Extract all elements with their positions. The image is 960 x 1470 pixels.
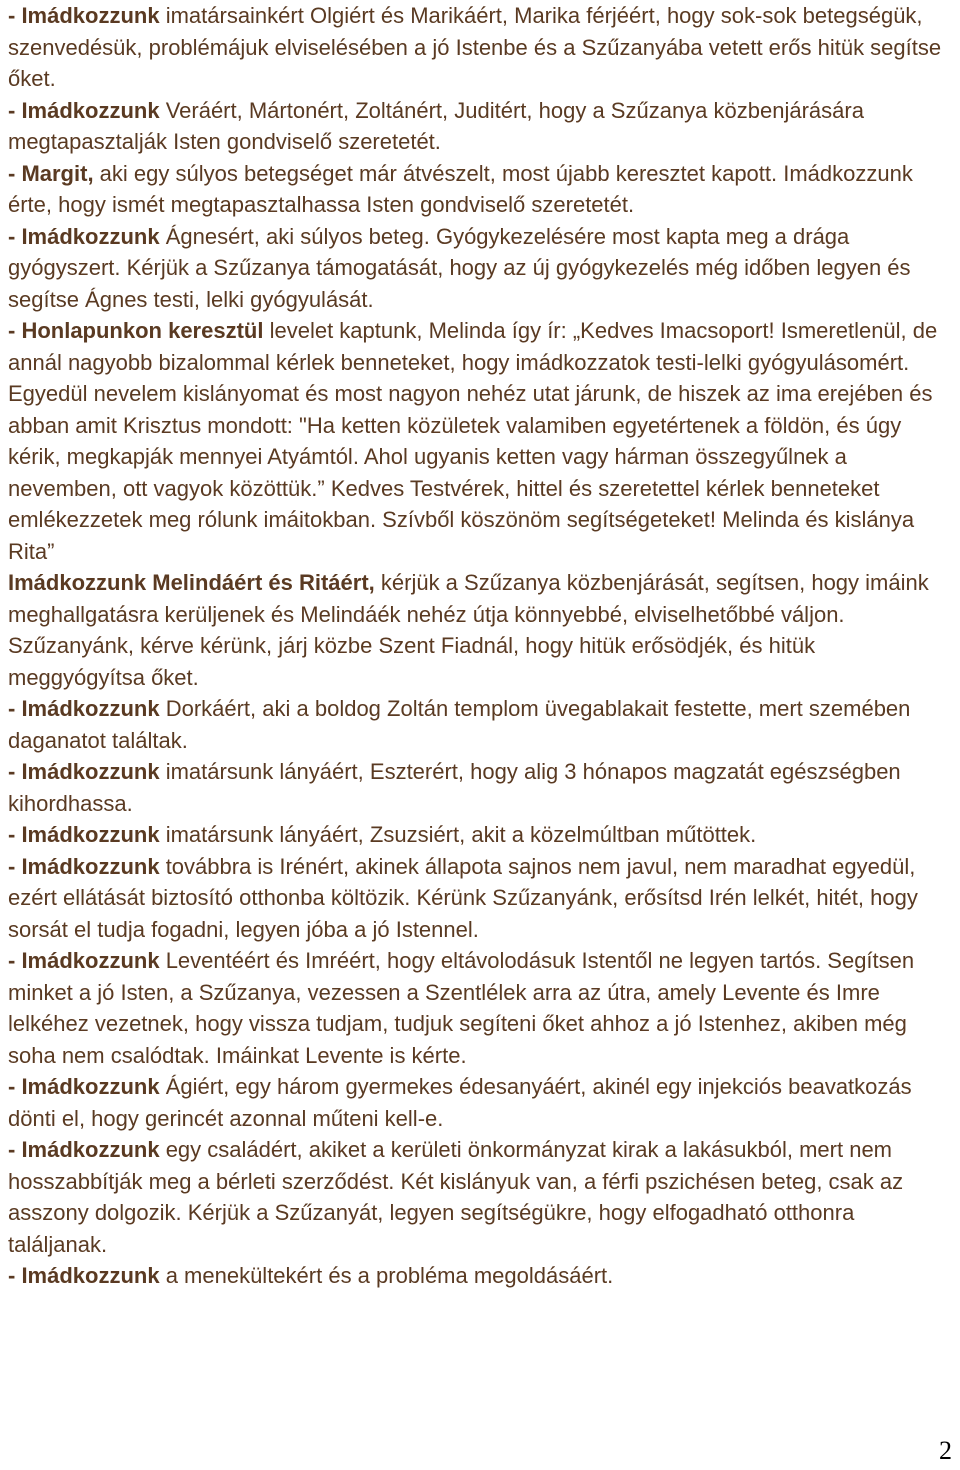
paragraph-lead: - Imádkozzunk bbox=[8, 97, 160, 123]
paragraph-body: imatársunk lányáért, Eszterért, hogy alig 3 hónapos magzatát egészségben kihordhassa. bbox=[8, 759, 901, 816]
paragraph-lead: Imádkozzunk Melindáért és Ritáért, bbox=[8, 570, 375, 595]
paragraph-body: levelet kaptunk, Melinda így ír: „Kedves Imacsoport! Ismeretlenül, de annál nagyobb bizalommal kérlek benneteket, hogy imádkozzatok testi-lelki gyógyulásomért. Egyedül nevelem kislányomat és most nagyon nehéz utat járunk, de hiszek az ima erejében és abban amit Krisztus mondott: "Ha ketten közületek valamiben egyetértenek a földön, és úgy kérik, megkapják mennyei Atyámtól. Ahol ugyanis ketten vagy hárman összegyűlnek a nevemben, ott vagyok közöttük.” Kedves Testvérek, hittel és szeretettel kérlek benneteket emlékezzetek meg rólunk imáitokban. Szívből köszönöm segítségeteket! Melinda és kislánya Rita” bbox=[8, 318, 938, 564]
paragraph-lead: - Imádkozzunk bbox=[8, 822, 160, 847]
paragraph-body: imatársunk lányáért, Zsuzsiért, akit a közelmúltban műtöttek. bbox=[159, 822, 757, 847]
paragraph bbox=[8, 693, 956, 756]
paragraph bbox=[8, 315, 956, 567]
paragraph-lead: - Imádkozzunk bbox=[8, 853, 160, 879]
paragraph-body: Ágnesért, aki súlyos beteg. Gyógykezelésére most kapta meg a drága gyógyszert. Kérjük a Szűzanya támogatását, hogy az új gyógykezelés még időben legyen és segítse Ágnes testi, lelki gyógyulását. bbox=[8, 223, 911, 312]
paragraph bbox=[8, 945, 956, 1071]
paragraph bbox=[8, 567, 956, 693]
paragraph bbox=[8, 221, 956, 316]
paragraph-body: továbbra is Irénért, akinek állapota sajnos nem javul, nem maradhat egyedül, ezért ellátását biztosító otthonba költözik. Kérünk Szűzanyánk, erősítsd Irén lelkét, hitét, hogy sorsát el tudja fogadni, legyen jóba a jó Istennel. bbox=[8, 853, 918, 942]
prayer-intentions-text bbox=[8, 0, 956, 1292]
paragraph bbox=[8, 1071, 956, 1134]
paragraph bbox=[8, 756, 956, 819]
paragraph bbox=[8, 851, 956, 946]
paragraph-body: egy családért, akiket a kerületi önkormányzat kirak a lakásukból, mert nem hosszabbítják meg a bérleti szerződést. Két kislányuk van, a férfi pszichésen beteg, csak az asszony dolgozik. Kérjük a Szűzanyát, legyen segítségükre, hogy elfogadható otthonra találjanak. bbox=[8, 1137, 904, 1257]
paragraph bbox=[8, 95, 956, 158]
paragraph-body: imatársainkért Olgiért és Marikáért, Marika férjéért, hogy sok-sok betegségük, szenvedésük, problémájuk elviselésében a jó Istenbe és a Szűzanyába vetett erős hitük segítse őket. bbox=[8, 3, 942, 91]
page-number: 2 bbox=[939, 1436, 952, 1465]
paragraph bbox=[8, 1134, 956, 1260]
paragraph-lead: - Imádkozzunk bbox=[8, 1074, 160, 1099]
paragraph-body: Dorkáért, aki a boldog Zoltán templom üvegablakait festette, mert szemében daganatot találtak. bbox=[8, 696, 911, 753]
paragraph-lead: - Imádkozzunk bbox=[8, 759, 160, 784]
paragraph-lead: - Imádkozzunk bbox=[8, 223, 160, 249]
paragraph-body: Ágiért, egy három gyermekes édesanyáért, akinél egy injekciós beavatkozás dönti el, hogy gerincét azonnal műteni kell-e. bbox=[8, 1074, 912, 1131]
paragraph bbox=[8, 0, 956, 95]
paragraph-lead: - Margit, bbox=[8, 160, 94, 186]
paragraph bbox=[8, 158, 956, 221]
paragraph bbox=[8, 1260, 956, 1292]
paragraph-body: Leventéért és Imréért, hogy eltávolodásuk Istentől ne legyen tartós. Segítsen minket a jó Isten, a Szűzanya, vezessen a Szentlélek arra az útra, amely Levente és Imre lelkéhez vezetnek, hogy vissza tudjam, tudjuk segíteni őket ahhoz a jó Istenhez, akiben még soha nem csalódtak. Imáinkat Levente is kérte. bbox=[8, 948, 915, 1068]
paragraph-body: Veráért, Mártonért, Zoltánért, Juditért, hogy a Szűzanya közbenjárására megtapasztalják Isten gondviselő szeretetét. bbox=[8, 97, 864, 154]
paragraph-lead: - Imádkozzunk bbox=[8, 3, 160, 28]
paragraph-body: kérjük a Szűzanya közbenjárását, segítsen, hogy imáink meghallgatásra kerüljenek és Melindáék nehéz útja könnyebbé, elviselhetőbbé váljon. Szűzanyánk, kérve kérünk, járj közbe Szent Fiadnál, hogy hitük erősödjék, és hitük meggyógyítsa őket. bbox=[8, 570, 929, 690]
paragraph-lead: - Imádkozzunk bbox=[8, 696, 160, 721]
paragraph-body: a menekültekért és a probléma megoldásáért. bbox=[159, 1263, 614, 1288]
paragraph bbox=[8, 819, 956, 851]
paragraph-lead: - Imádkozzunk bbox=[8, 948, 160, 973]
paragraph-body: aki egy súlyos betegséget már átvészelt, most újabb keresztet kapott. Imádkozzunk érte, hogy ismét megtapasztalhassa Isten gondviselő szeretetét. bbox=[8, 160, 913, 217]
paragraph-lead: - Honlapunkon keresztül bbox=[8, 318, 264, 343]
paragraph-lead: - Imádkozzunk bbox=[8, 1263, 160, 1288]
paragraph-lead: - Imádkozzunk bbox=[8, 1137, 160, 1162]
